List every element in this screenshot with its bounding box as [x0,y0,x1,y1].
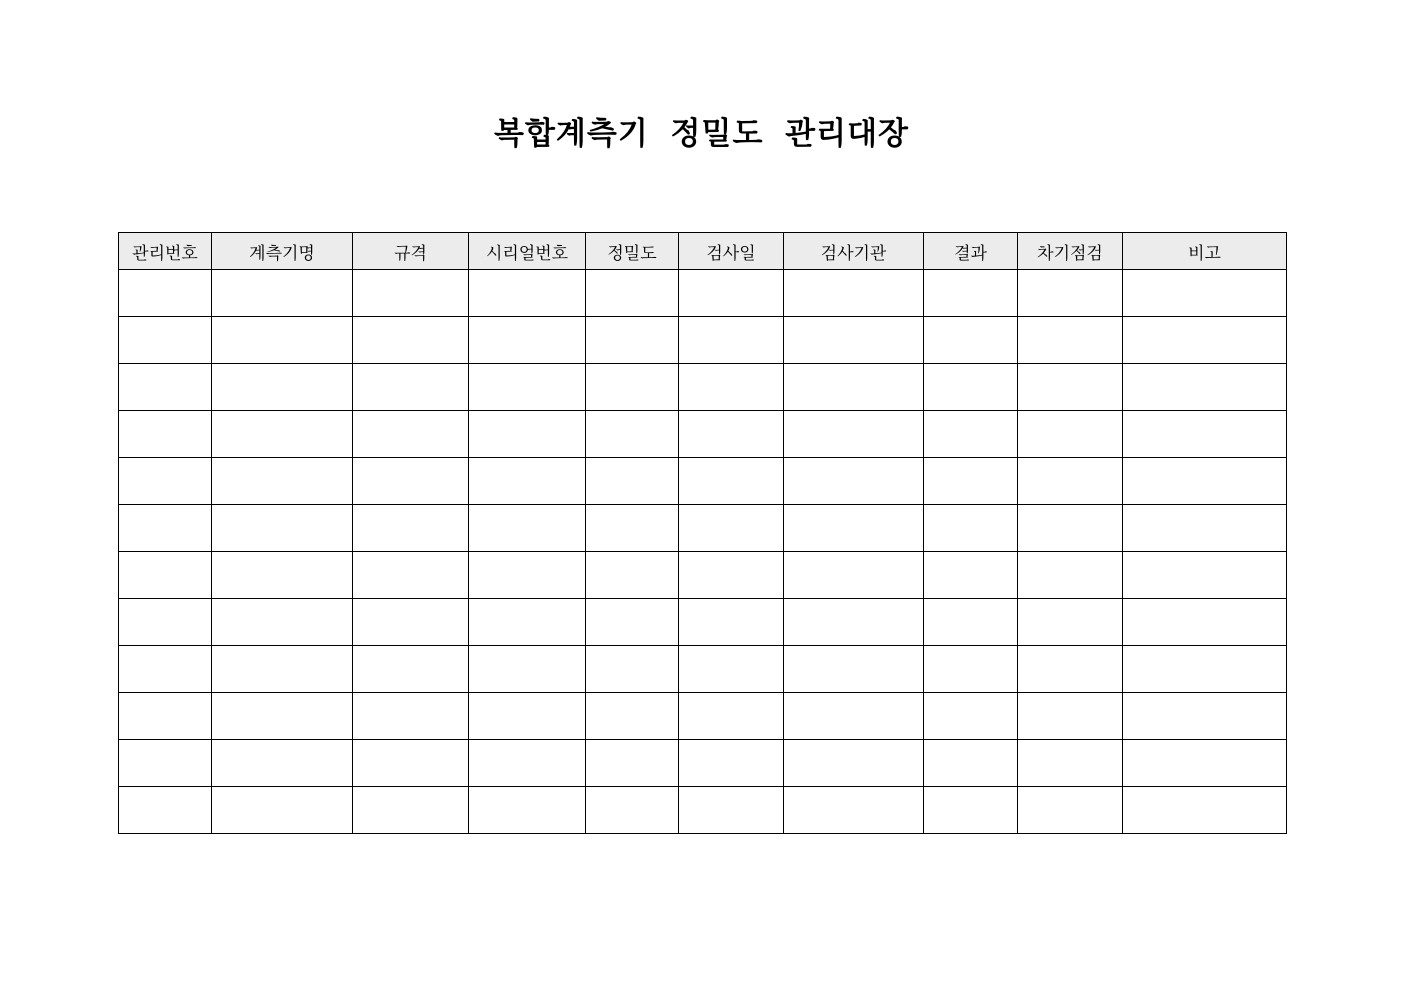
table-cell[interactable] [679,458,784,505]
table-cell[interactable] [353,458,469,505]
table-row [119,458,1287,505]
table-cell[interactable] [212,599,353,646]
table-cell[interactable] [469,599,586,646]
column-header-spec: 규격 [353,233,469,270]
table-cell[interactable] [679,364,784,411]
column-header-precision: 정밀도 [586,233,679,270]
table-cell[interactable] [353,364,469,411]
table-cell[interactable] [924,317,1018,364]
table-cell[interactable] [212,787,353,834]
table-cell[interactable] [119,317,212,364]
column-header-remarks: 비고 [1123,233,1287,270]
table-cell[interactable] [679,693,784,740]
table-cell[interactable] [784,646,924,693]
table-row [119,270,1287,317]
table-cell[interactable] [119,787,212,834]
table-cell[interactable] [119,364,212,411]
column-header-inspection-date: 검사일 [679,233,784,270]
table-cell[interactable] [119,458,212,505]
table-cell[interactable] [353,270,469,317]
table-cell[interactable] [212,458,353,505]
table-cell[interactable] [469,458,586,505]
table-cell[interactable] [784,505,924,552]
table-cell[interactable] [586,270,679,317]
table-cell[interactable] [586,552,679,599]
table-cell[interactable] [784,787,924,834]
table-cell[interactable] [679,646,784,693]
table-cell[interactable] [1018,552,1123,599]
table-cell[interactable] [586,693,679,740]
column-header-serial-no: 시리얼번호 [469,233,586,270]
table-cell[interactable] [1018,317,1123,364]
table-cell[interactable] [119,411,212,458]
table-cell[interactable] [469,270,586,317]
table-cell[interactable] [924,411,1018,458]
table-cell[interactable] [119,270,212,317]
table-cell[interactable] [1123,411,1287,458]
table-cell[interactable] [679,740,784,787]
table-cell[interactable] [586,364,679,411]
header-row [119,233,1287,270]
table-cell[interactable] [679,270,784,317]
table-cell[interactable] [212,552,353,599]
table-cell[interactable] [1123,599,1287,646]
table-cell[interactable] [1018,411,1123,458]
table-cell[interactable] [784,270,924,317]
table-cell[interactable] [1018,599,1123,646]
table-cell[interactable] [212,411,353,458]
precision-ledger-table [118,232,1287,834]
table-cell[interactable] [924,505,1018,552]
column-header-next-check: 차기점검 [1018,233,1123,270]
table-cell[interactable] [784,552,924,599]
table-cell[interactable] [212,505,353,552]
table-cell[interactable] [1123,364,1287,411]
table-cell[interactable] [1018,505,1123,552]
table-cell[interactable] [586,317,679,364]
table-cell[interactable] [1018,364,1123,411]
table-cell[interactable] [469,740,586,787]
table-row [119,411,1287,458]
table-cell[interactable] [784,599,924,646]
table-cell[interactable] [212,364,353,411]
table-cell[interactable] [586,646,679,693]
table-cell[interactable] [924,364,1018,411]
table-cell[interactable] [586,787,679,834]
table-cell[interactable] [353,740,469,787]
column-header-management-no: 관리번호 [119,233,212,270]
document-title: 복합계측기 정밀도 관리대장 [494,116,909,152]
table-cell[interactable] [1018,693,1123,740]
table-cell[interactable] [353,505,469,552]
table-cell[interactable] [679,787,784,834]
table-cell[interactable] [924,646,1018,693]
table-cell[interactable] [586,599,679,646]
table-cell[interactable] [784,317,924,364]
table-cell[interactable] [469,552,586,599]
table-cell[interactable] [119,552,212,599]
table-cell[interactable] [679,552,784,599]
table-row [119,505,1287,552]
table-cell[interactable] [784,693,924,740]
table-row [119,317,1287,364]
table-cell[interactable] [212,646,353,693]
table-cell[interactable] [1018,740,1123,787]
table-cell[interactable] [469,317,586,364]
table-cell[interactable] [1123,693,1287,740]
table-cell[interactable] [469,646,586,693]
table-cell[interactable] [353,646,469,693]
table-cell[interactable] [1018,646,1123,693]
table-header [119,233,1287,270]
table-cell[interactable] [469,505,586,552]
table-cell[interactable] [924,693,1018,740]
table-cell[interactable] [1123,646,1287,693]
table-cell[interactable] [119,505,212,552]
table-row [119,552,1287,599]
table-cell[interactable] [469,693,586,740]
table-cell[interactable] [679,505,784,552]
table-cell[interactable] [924,458,1018,505]
table-cell[interactable] [586,458,679,505]
table-cell[interactable] [119,646,212,693]
table-cell[interactable] [469,364,586,411]
table-cell[interactable] [353,693,469,740]
table-cell[interactable] [119,693,212,740]
table-cell[interactable] [784,740,924,787]
table-cell[interactable] [1123,317,1287,364]
table-row [119,740,1287,787]
table-cell[interactable] [212,317,353,364]
table-body [119,270,1287,834]
table-cell[interactable] [353,599,469,646]
table-cell[interactable] [119,599,212,646]
table-cell[interactable] [1018,787,1123,834]
table-cell[interactable] [1018,458,1123,505]
table-cell[interactable] [212,740,353,787]
column-header-result: 결과 [924,233,1018,270]
table-cell[interactable] [212,270,353,317]
table-cell[interactable] [924,740,1018,787]
table-cell[interactable] [1018,270,1123,317]
table-cell[interactable] [586,411,679,458]
column-header-instrument-name: 계측기명 [212,233,353,270]
table-cell[interactable] [924,552,1018,599]
table-cell[interactable] [353,552,469,599]
table-cell[interactable] [1123,505,1287,552]
table-row [119,599,1287,646]
table-cell[interactable] [353,317,469,364]
table-cell[interactable] [924,270,1018,317]
table-cell[interactable] [1123,552,1287,599]
table-cell[interactable] [586,740,679,787]
table-cell[interactable] [1123,787,1287,834]
table-cell[interactable] [1123,740,1287,787]
table-row [119,787,1287,834]
table-cell[interactable] [353,411,469,458]
table-cell[interactable] [924,599,1018,646]
table-cell[interactable] [469,411,586,458]
table-row [119,693,1287,740]
table-row [119,646,1287,693]
table-cell[interactable] [784,411,924,458]
table-cell[interactable] [679,599,784,646]
table-cell[interactable] [119,740,212,787]
table-cell[interactable] [1123,270,1287,317]
table-cell[interactable] [212,693,353,740]
table-cell[interactable] [679,317,784,364]
table-cell[interactable] [924,787,1018,834]
table-cell[interactable] [1123,458,1287,505]
table-row [119,364,1287,411]
table-cell[interactable] [784,364,924,411]
table-cell[interactable] [586,505,679,552]
table-cell[interactable] [469,787,586,834]
column-header-inspection-agency: 검사기관 [784,233,924,270]
table-cell[interactable] [353,787,469,834]
table-cell[interactable] [784,458,924,505]
table-cell[interactable] [679,411,784,458]
